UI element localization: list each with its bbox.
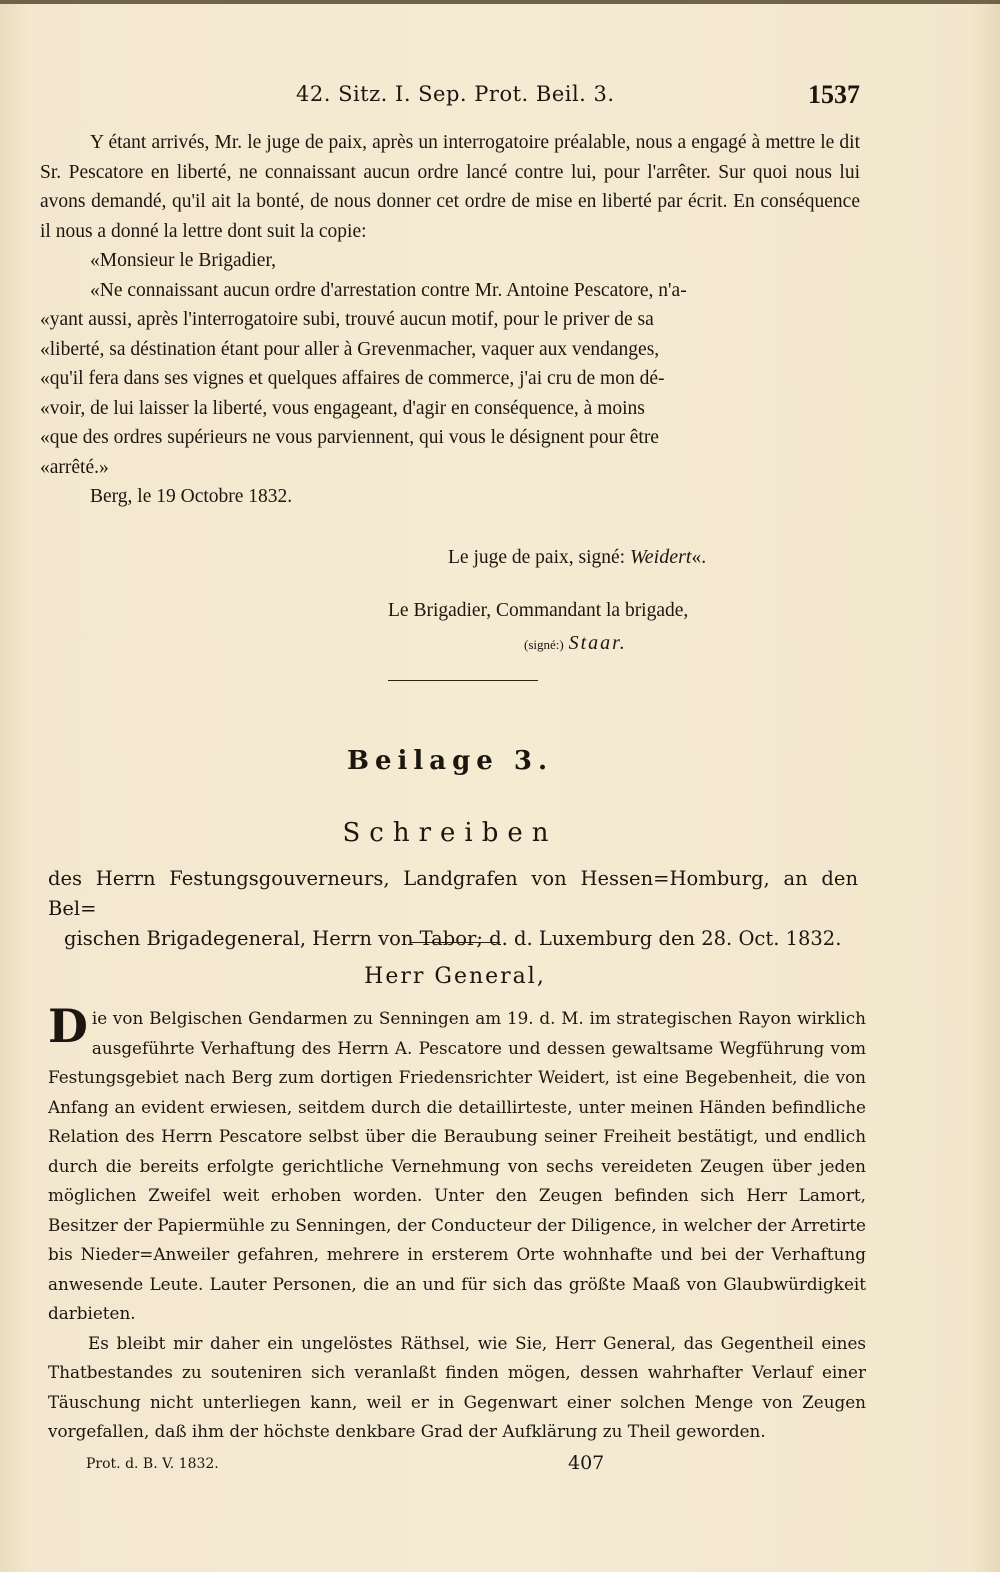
schreiben-heading: Schreiben bbox=[342, 818, 558, 848]
judge-signature bbox=[448, 546, 706, 569]
german-paragraph-body: ie von Belgischen Gendarmen zu Senningen am 19. d. M. im strategischen Rayon wirklich ausgeführte Verhaftung des Herrn A. Pescatore und dessen gewaltsame Wegführung vom Festungsgebiet nach Berg zum dortigen Friedensrichter Weidert, ist eine Begebenheit, die von Anfang an evident erwiesen, seitdem durch die detaillirteste, unter meinen Händen befindliche Relation des Herrn Pescatore selbst über die Beraubung seiner Freiheit bestätigt, und endlich durch die bereits erfolgte gerichtliche Vernehmung von sechs vereideten Zeugen über jeden möglichen Zweifel weit erhoben worden. Unter den Zeugen befinden sich Herr Lamort, Besitzer der Papiermühle zu Senningen, der Conducteur der Diligence, in welcher der Arretirte bis Nieder=Anweiler gefahren, mehrere in ersterem Orte wohnhafte und bei der Verhaftung anwesende Leute. Lauter Personen, die an und für sich das größte Maaß von Glaubwürdigkeit darbieten. bbox=[48, 1008, 866, 1323]
letter-subtitle bbox=[48, 864, 858, 954]
german-letter-text bbox=[48, 999, 866, 1447]
brigadier-title: Le Brigadier, Commandant la brigade, bbox=[388, 600, 689, 621]
beilage-heading: Beilage 3. bbox=[346, 746, 554, 776]
german-paragraph: Es bleibt mir daher ein ungelöstes Räthsel, wie Sie, Herr General, das Gegentheil eines Thatbestandes zu souteniren sich veranlaßt finden mögen, dessen wahrhafter Verlauf einer Täuschung nicht unterliegen kann, weil er in Gegenwart einer solchen Menge von Zeugen vorgefallen, daß ihm der höchste denkbare Grad der Aufklärung zu Theil geworden. bbox=[48, 1332, 866, 1441]
french-paragraph: Y étant arrivés, Mr. le juge de paix, après un interrogatoire préalable, nous a engagé à mettre le dit Sr. Pescatore en liberté, ne connaissant aucun ordre lancé contre lui, pour l'arrêter. Sur quoi nous lui avons demandé, qu'il ait la bonté, de nous donner cet ordre de mise en liberté par écrit. En conséquence il nous a donné la lettre dont suit la copie: bbox=[40, 132, 860, 242]
quote-line: «voir, de lui laisser la liberté, vous engageant, d'agir en conséquence, à moins bbox=[40, 397, 645, 419]
signed-label: (signé:) bbox=[524, 637, 564, 652]
letter-salutation: «Monsieur le Brigadier, bbox=[90, 250, 277, 271]
quote-line: «yant aussi, après l'interrogatoire subi, trouvé aucun motif, pour le priver de sa bbox=[40, 309, 654, 330]
quote-line: «liberté, sa déstination étant pour aller à Grevenmacher, vaquer aux vendanges, bbox=[40, 338, 660, 360]
running-title: 42. Sitz. I. Sep. Prot. Beil. 3. bbox=[296, 82, 615, 106]
drop-cap: D bbox=[48, 999, 88, 1053]
footer-signature-mark: Prot. d. B. V. 1832. bbox=[86, 1456, 219, 1472]
german-paragraph bbox=[48, 999, 866, 1329]
quote-line: «que des ordres supérieurs ne vous parviennent, qui vous le désignent pour être bbox=[40, 427, 659, 448]
quote-line: «qu'il fera dans ses vignes et quelques affaires de commerce, j'ai cru de mon dé- bbox=[40, 368, 665, 389]
brigadier-signature bbox=[524, 632, 627, 655]
footer-sheet-number: 407 bbox=[568, 1452, 605, 1474]
section-divider bbox=[388, 680, 538, 681]
page-footer bbox=[86, 1452, 846, 1476]
brigadier-name: Staar. bbox=[568, 632, 627, 654]
date-line: Berg, le 19 Octobre 1832. bbox=[90, 486, 293, 507]
page-number: 1537 bbox=[808, 80, 860, 109]
letter-salutation-de: Herr General, bbox=[364, 964, 546, 989]
quote-line: «Ne connaissant aucun ordre d'arrestation contre Mr. Antoine Pescatore, n'a- bbox=[90, 279, 687, 301]
subtitle-line: gischen Brigadegeneral, Herrn von Tabor; d. d. Luxemburg den 28. Oct. 1832. bbox=[64, 927, 842, 950]
subtitle-line: des Herrn Festungsgouverneurs, Landgrafen von Hessen=Homburg, an den Bel= bbox=[48, 867, 858, 920]
letter-quote bbox=[40, 276, 860, 483]
subtitle-divider bbox=[410, 942, 500, 943]
judge-name: Weidert bbox=[629, 546, 692, 568]
judge-close-quote: «. bbox=[691, 547, 707, 568]
judge-signed-label: Le juge de paix, signé: bbox=[448, 547, 626, 568]
running-header bbox=[40, 78, 860, 114]
quote-line: «arrêté.» bbox=[40, 456, 109, 478]
french-report-text bbox=[40, 128, 860, 512]
